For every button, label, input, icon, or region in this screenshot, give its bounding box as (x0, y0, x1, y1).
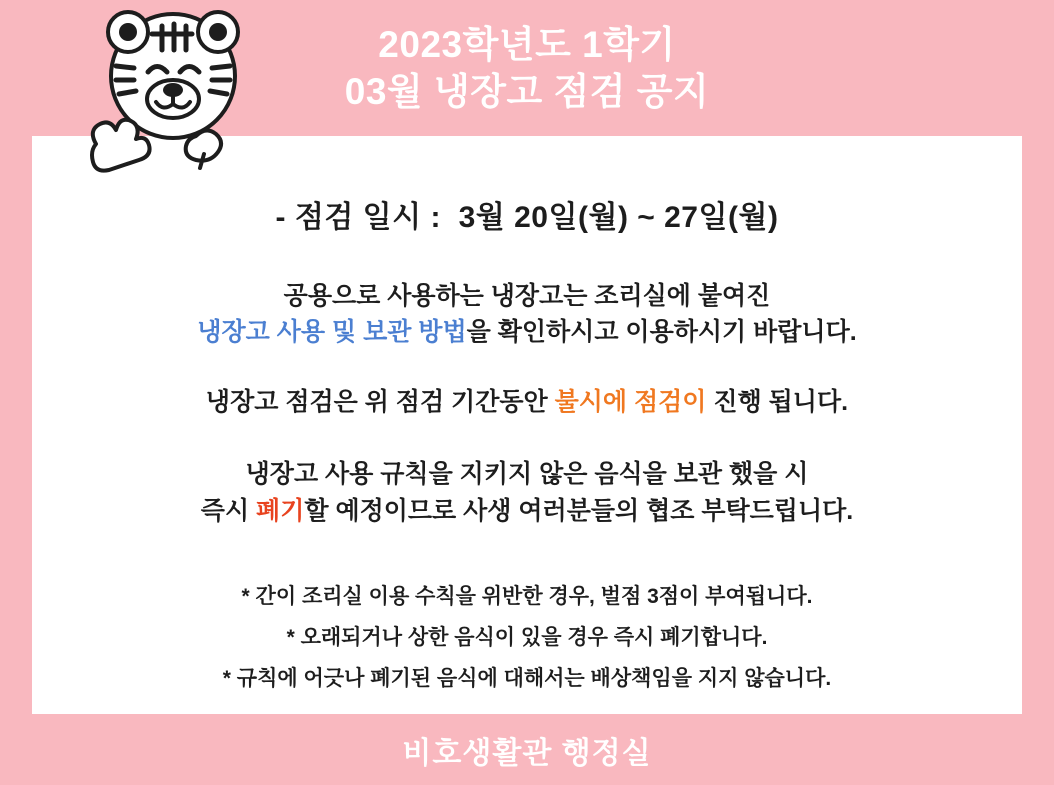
disposal-prefix: 즉시 (200, 496, 257, 525)
poster-header (0, 0, 1054, 136)
poster-footer (0, 714, 1054, 785)
paragraph-usage (72, 278, 982, 351)
paragraph-disposal-line-1: 냉장고 사용 규칙을 지키지 않은 음식을 보관 했을 시 (245, 460, 809, 489)
paragraph-surprise-line (72, 384, 982, 420)
paragraph-disposal-line-2 (72, 493, 982, 529)
note-item: * 오래되거나 상한 음식이 있을 경우 즉시 폐기합니다. (286, 625, 768, 649)
notice-body-card (32, 136, 1022, 714)
note-item: * 간이 조리실 이용 수칙을 위반한 경우, 벌점 3점이 부여됩니다. (241, 584, 813, 608)
usage-rule-rest: 을 확인하시고 이용하시기 바랍니다. (466, 317, 857, 346)
surprise-prefix: 냉장고 점검은 위 점검 기간동안 (205, 388, 555, 416)
paragraph-usage-line-2 (72, 314, 982, 350)
disposal-suffix: 할 예정이므로 사생 여러분들의 협조 부탁드립니다. (304, 496, 854, 525)
inspection-date-line: - 점검 일시 : 3월 20일(월) ~ 27일(월) (275, 201, 779, 234)
usage-rule-highlight: 냉장고 사용 및 보관 방법 (197, 317, 467, 346)
footer-office-name: 비호생활관 행정실 (402, 736, 652, 770)
disposal-highlight: 폐기 (256, 496, 305, 525)
paragraph-disposal (72, 456, 982, 529)
note-item: * 규칙에 어긋나 폐기된 음식에 대해서는 배상책임을 지지 않습니다. (222, 666, 832, 690)
paragraph-surprise-inspection (72, 384, 982, 420)
surprise-highlight: 불시에 점검이 (554, 388, 707, 416)
header-title-line-2: 03월 냉장고 점검 공지 (344, 71, 710, 112)
paragraph-usage-line-1: 공용으로 사용하는 냉장고는 조리실에 붙여진 (283, 281, 771, 310)
surprise-suffix: 진행 됩니다. (706, 388, 849, 416)
header-title-line-1: 2023학년도 1학기 (378, 23, 676, 65)
notes-list (72, 577, 982, 700)
